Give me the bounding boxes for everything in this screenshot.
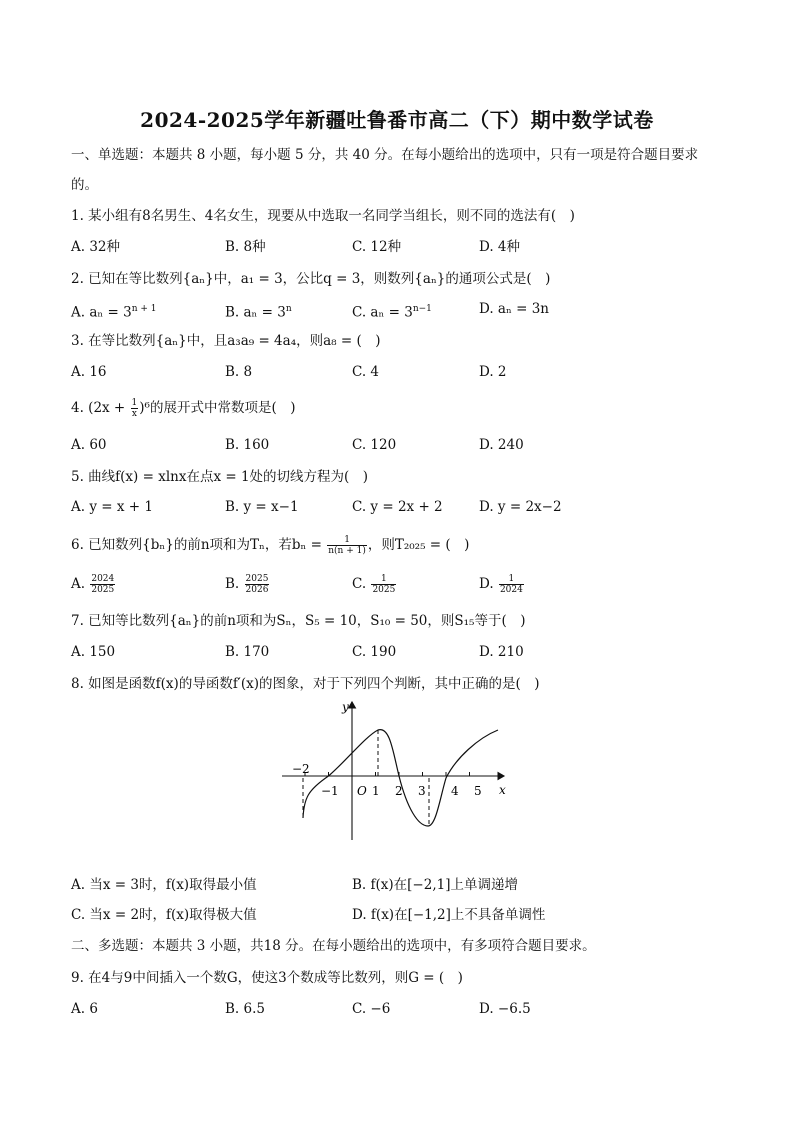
- option-c-fraction: [371, 574, 396, 595]
- question-6-fraction: [327, 535, 367, 556]
- option-a-label: A.: [71, 576, 90, 592]
- question-6-stem-suffix: ，则T₂₀₂₅ = ( ): [367, 537, 470, 553]
- option-b-text: B. aₙ = 3: [225, 304, 286, 321]
- y-axis-label: y: [342, 700, 349, 714]
- question-7-stem: 7. 已知等比数列{aₙ}的前n项和为Sₙ，S₅ = 10，S₁₀ = 50，则S₁₅等于( ): [71, 613, 526, 629]
- section-heading-multi-choice: 二、多选题：本题共 3 小题，共18 分。在每小题给出的选项中，有多项符合题目要求。: [71, 938, 596, 954]
- option-c: C. 190: [352, 644, 397, 660]
- question-9-stem: 9. 在4与9中间插入一个数G，使这3个数成等比数列，则G = ( ): [71, 970, 463, 986]
- option-c-label: C.: [352, 576, 371, 592]
- dashed-guides: [303, 730, 429, 826]
- derivative-curve: [303, 730, 498, 826]
- option-d: D. 4种: [479, 239, 521, 255]
- fraction-numerator: 1: [499, 574, 524, 585]
- option-d-fraction: [499, 574, 524, 595]
- option-d: D. 2: [479, 364, 507, 380]
- option-b: B. 8种: [225, 239, 266, 255]
- option-a: [71, 574, 116, 595]
- option-d: D. y = 2x−2: [479, 499, 562, 515]
- option-c-exponent: n−1: [412, 304, 432, 314]
- option-c: C. y = 2x + 2: [352, 499, 443, 515]
- option-a: A. 当x = 3时，f(x)取得最小值: [71, 877, 257, 893]
- tick-label-neg2: −2: [292, 762, 310, 776]
- fraction-numerator: 2024: [91, 574, 115, 584]
- option-c: C. −6: [352, 1001, 391, 1017]
- option-c: C. 120: [352, 437, 397, 453]
- question-5-stem: 5. 曲线f(x) = xlnx在点x = 1处的切线方程为( ): [71, 469, 369, 485]
- fraction-numerator: 1: [327, 535, 367, 546]
- option-a-fraction: [90, 574, 115, 595]
- question-4-fraction: [131, 398, 139, 419]
- page-title: 2024-2025学年新疆吐鲁番市高二（下）期中数学试卷: [140, 108, 654, 132]
- fraction-denominator: 2026: [245, 585, 269, 595]
- question-2-stem: 2. 已知在等比数列{aₙ}中，a₁ = 3，公比q = 3，则数列{aₙ}的通项公式是( ): [71, 271, 551, 287]
- option-a-text: A. aₙ = 3: [71, 304, 132, 321]
- option-b: B. 160: [225, 437, 270, 453]
- option-d: D. aₙ = 3n: [479, 301, 549, 317]
- option-a-exponent: n + 1: [131, 304, 157, 314]
- option-a: A. 16: [71, 364, 107, 380]
- option-b: B. 170: [225, 644, 270, 660]
- fraction-numerator: 1: [371, 574, 396, 585]
- option-c: C. 4: [352, 364, 380, 380]
- fraction-denominator: x: [131, 409, 137, 419]
- fraction-numerator: 2025: [245, 574, 269, 584]
- option-d: D. −6.5: [479, 1001, 531, 1017]
- fraction-denominator: 2025: [372, 585, 396, 595]
- option-c: [352, 574, 397, 595]
- derivative-graph: [280, 698, 520, 848]
- origin-label: O: [357, 784, 367, 798]
- option-a: A. 32种: [71, 239, 121, 255]
- question-6-stem-prefix: 6. 已知数列{bₙ}的前n项和为Tₙ，若bₙ =: [71, 537, 327, 553]
- option-c: C. 12种: [352, 239, 402, 255]
- option-b: B. f(x)在[−2,1]上单调递增: [352, 877, 518, 893]
- option-a: A. y = x + 1: [71, 499, 153, 515]
- fraction-denominator: 2025: [91, 585, 115, 595]
- option-b: B. 6.5: [225, 1001, 265, 1017]
- question-4-stem: [71, 398, 296, 419]
- option-a: A. 150: [71, 644, 116, 660]
- option-b: B. y = x−1: [225, 499, 299, 515]
- option-c: C. 当x = 2时，f(x)取得极大值: [71, 907, 257, 923]
- section-heading-continuation: 的。: [71, 177, 98, 193]
- tick-label-1: 1: [372, 784, 380, 798]
- option-d-label: D.: [479, 576, 498, 592]
- option-b-fraction: [245, 574, 270, 595]
- question-4-stem-suffix: 的展开式中常数项是( ): [149, 400, 296, 416]
- fraction-denominator: 2024: [499, 585, 523, 595]
- fraction-denominator: n(n + 1): [328, 546, 366, 556]
- question-3-stem: 3. 在等比数列{aₙ}中，且a₃a₉ = 4a₄，则a₈ = ( ): [71, 333, 381, 349]
- tick-label-neg1: −1: [321, 784, 339, 798]
- option-a: A. 60: [71, 437, 107, 453]
- option-b-label: B.: [225, 576, 244, 592]
- option-c: [352, 300, 432, 322]
- tick-label-4: 4: [451, 784, 459, 798]
- fraction-numerator: 1: [131, 398, 138, 408]
- option-c-text: C. aₙ = 3: [352, 304, 413, 321]
- section-heading-single-choice: 一、单选题：本题共 8 小题，每小题 5 分，共 40 分。在每小题给出的选项中，只有一项是符合题目要求: [71, 147, 699, 163]
- option-a: A. 6: [71, 1001, 98, 1017]
- x-axis-label: x: [499, 783, 506, 797]
- question-8-stem: 8. 如图是函数f(x)的导函数f′(x)的图象，对于下列四个判断，其中正确的是( ): [71, 676, 540, 692]
- option-d: [479, 574, 525, 595]
- question-6-stem: [71, 535, 469, 556]
- tick-label-2: 2: [395, 784, 403, 798]
- option-b: [225, 574, 270, 595]
- option-d: D. 210: [479, 644, 524, 660]
- option-d: D. 240: [479, 437, 524, 453]
- option-b-exponent: n: [285, 304, 292, 314]
- tick-label-5: 5: [474, 784, 482, 798]
- question-4-stem-prefix: 4. (2x +: [71, 400, 130, 416]
- option-b: B. 8: [225, 364, 253, 380]
- option-b: [225, 300, 292, 322]
- question-4-exponent: )⁶: [139, 400, 150, 416]
- option-d: D. f(x)在[−1,2]上不具备单调性: [352, 907, 546, 923]
- question-1-stem: 1. 某小组有8名男生、4名女生，现要从中选取一名同学当组长，则不同的选法有( ): [71, 208, 575, 224]
- tick-label-3: 3: [418, 784, 426, 798]
- option-a: [71, 300, 157, 322]
